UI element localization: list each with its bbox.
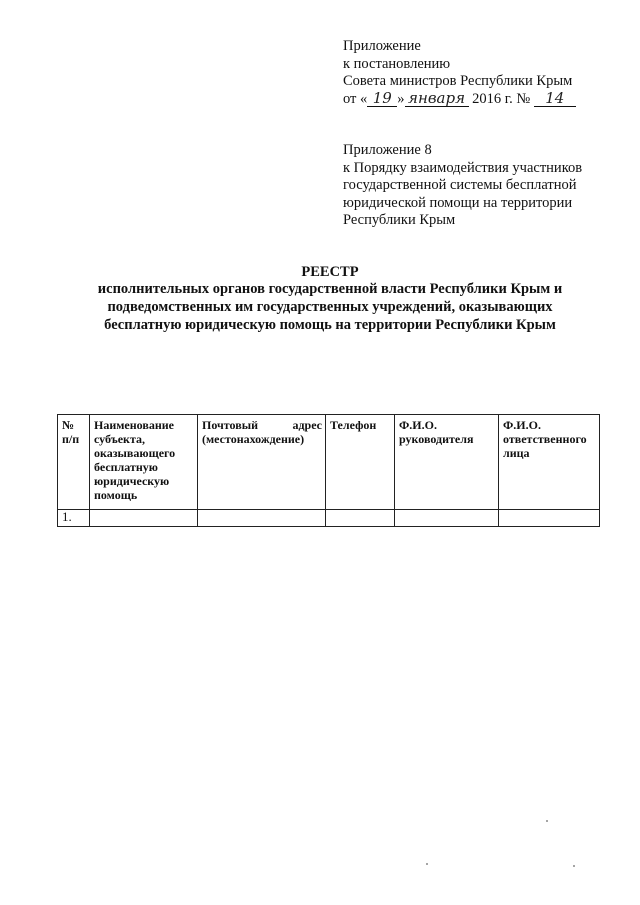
annex-8-line: Приложение 8 xyxy=(343,142,432,158)
table-row xyxy=(58,510,600,527)
register-subtitle-line: бесплатную юридическую помощь на территории Республики Крым xyxy=(104,317,556,333)
handwritten-day: 19 xyxy=(367,91,397,107)
header-name-line: юридическую xyxy=(94,474,170,488)
cell-name xyxy=(90,510,198,527)
header-address-word: Почтовый xyxy=(202,418,258,432)
annex-8-block xyxy=(343,142,582,230)
annex-to-resolution: к постановлению xyxy=(343,55,451,72)
scan-speck xyxy=(546,820,548,822)
cell-responsible xyxy=(499,510,600,527)
annex-8-line: юридической помощи на территории xyxy=(343,194,573,211)
register-subtitle xyxy=(60,280,600,334)
date-prefix: от « xyxy=(343,90,368,107)
header-head-line: руководителя xyxy=(399,432,474,446)
annex-8-line: Республики Крым xyxy=(343,212,456,228)
annex-date-line xyxy=(343,88,576,109)
scan-speck xyxy=(573,865,575,867)
handwritten-number: 14 xyxy=(534,91,576,107)
header-responsible-line: Ф.И.О. xyxy=(503,418,541,432)
register-table xyxy=(57,414,600,527)
header-num-symbol: № xyxy=(62,418,75,432)
scan-speck xyxy=(426,863,428,865)
header-num xyxy=(58,415,90,510)
header-responsible-line: ответственного xyxy=(503,432,587,446)
header-address-location: (местонахождение) xyxy=(202,432,305,446)
annex-8-line: к Порядку взаимодействия участников xyxy=(343,159,583,176)
register-subtitle-line: подведомственных им государственных учреждений, оказывающих xyxy=(107,299,553,315)
cell-address xyxy=(198,510,326,527)
register-title: РЕЕСТР xyxy=(301,264,359,280)
header-num-label: п/п xyxy=(62,432,80,446)
header-phone: Телефон xyxy=(326,415,395,510)
header-name xyxy=(90,415,198,510)
header-responsible-line: лица xyxy=(503,446,530,460)
table-header-row xyxy=(58,415,600,510)
header-name-line: Наименование xyxy=(94,418,174,432)
annex-resolution-block xyxy=(343,38,576,108)
handwritten-month: января xyxy=(405,91,469,107)
date-mid: » xyxy=(397,90,405,107)
header-head xyxy=(395,415,499,510)
annex-label: Приложение xyxy=(343,38,421,54)
header-head-line: Ф.И.О. xyxy=(399,418,437,432)
register-subtitle-line: исполнительных органов государственной власти Республики Крым и xyxy=(97,281,563,297)
header-name-line: субъекта, xyxy=(94,432,145,446)
cell-phone xyxy=(326,510,395,527)
cell-num: 1. xyxy=(58,510,90,527)
annex-8-line: государственной системы бесплатной xyxy=(343,177,577,193)
header-responsible xyxy=(499,415,600,510)
cell-head xyxy=(395,510,499,527)
header-name-line: бесплатную xyxy=(94,460,158,474)
header-address-word: адрес xyxy=(292,418,322,432)
header-name-line: оказывающего xyxy=(94,446,176,460)
annex-council: Совета министров Республики Крым xyxy=(343,73,573,89)
date-year: 2016 г. № xyxy=(472,90,531,107)
header-address-line xyxy=(202,418,322,432)
header-name-line: помощь xyxy=(94,488,138,502)
header-address xyxy=(198,415,326,510)
